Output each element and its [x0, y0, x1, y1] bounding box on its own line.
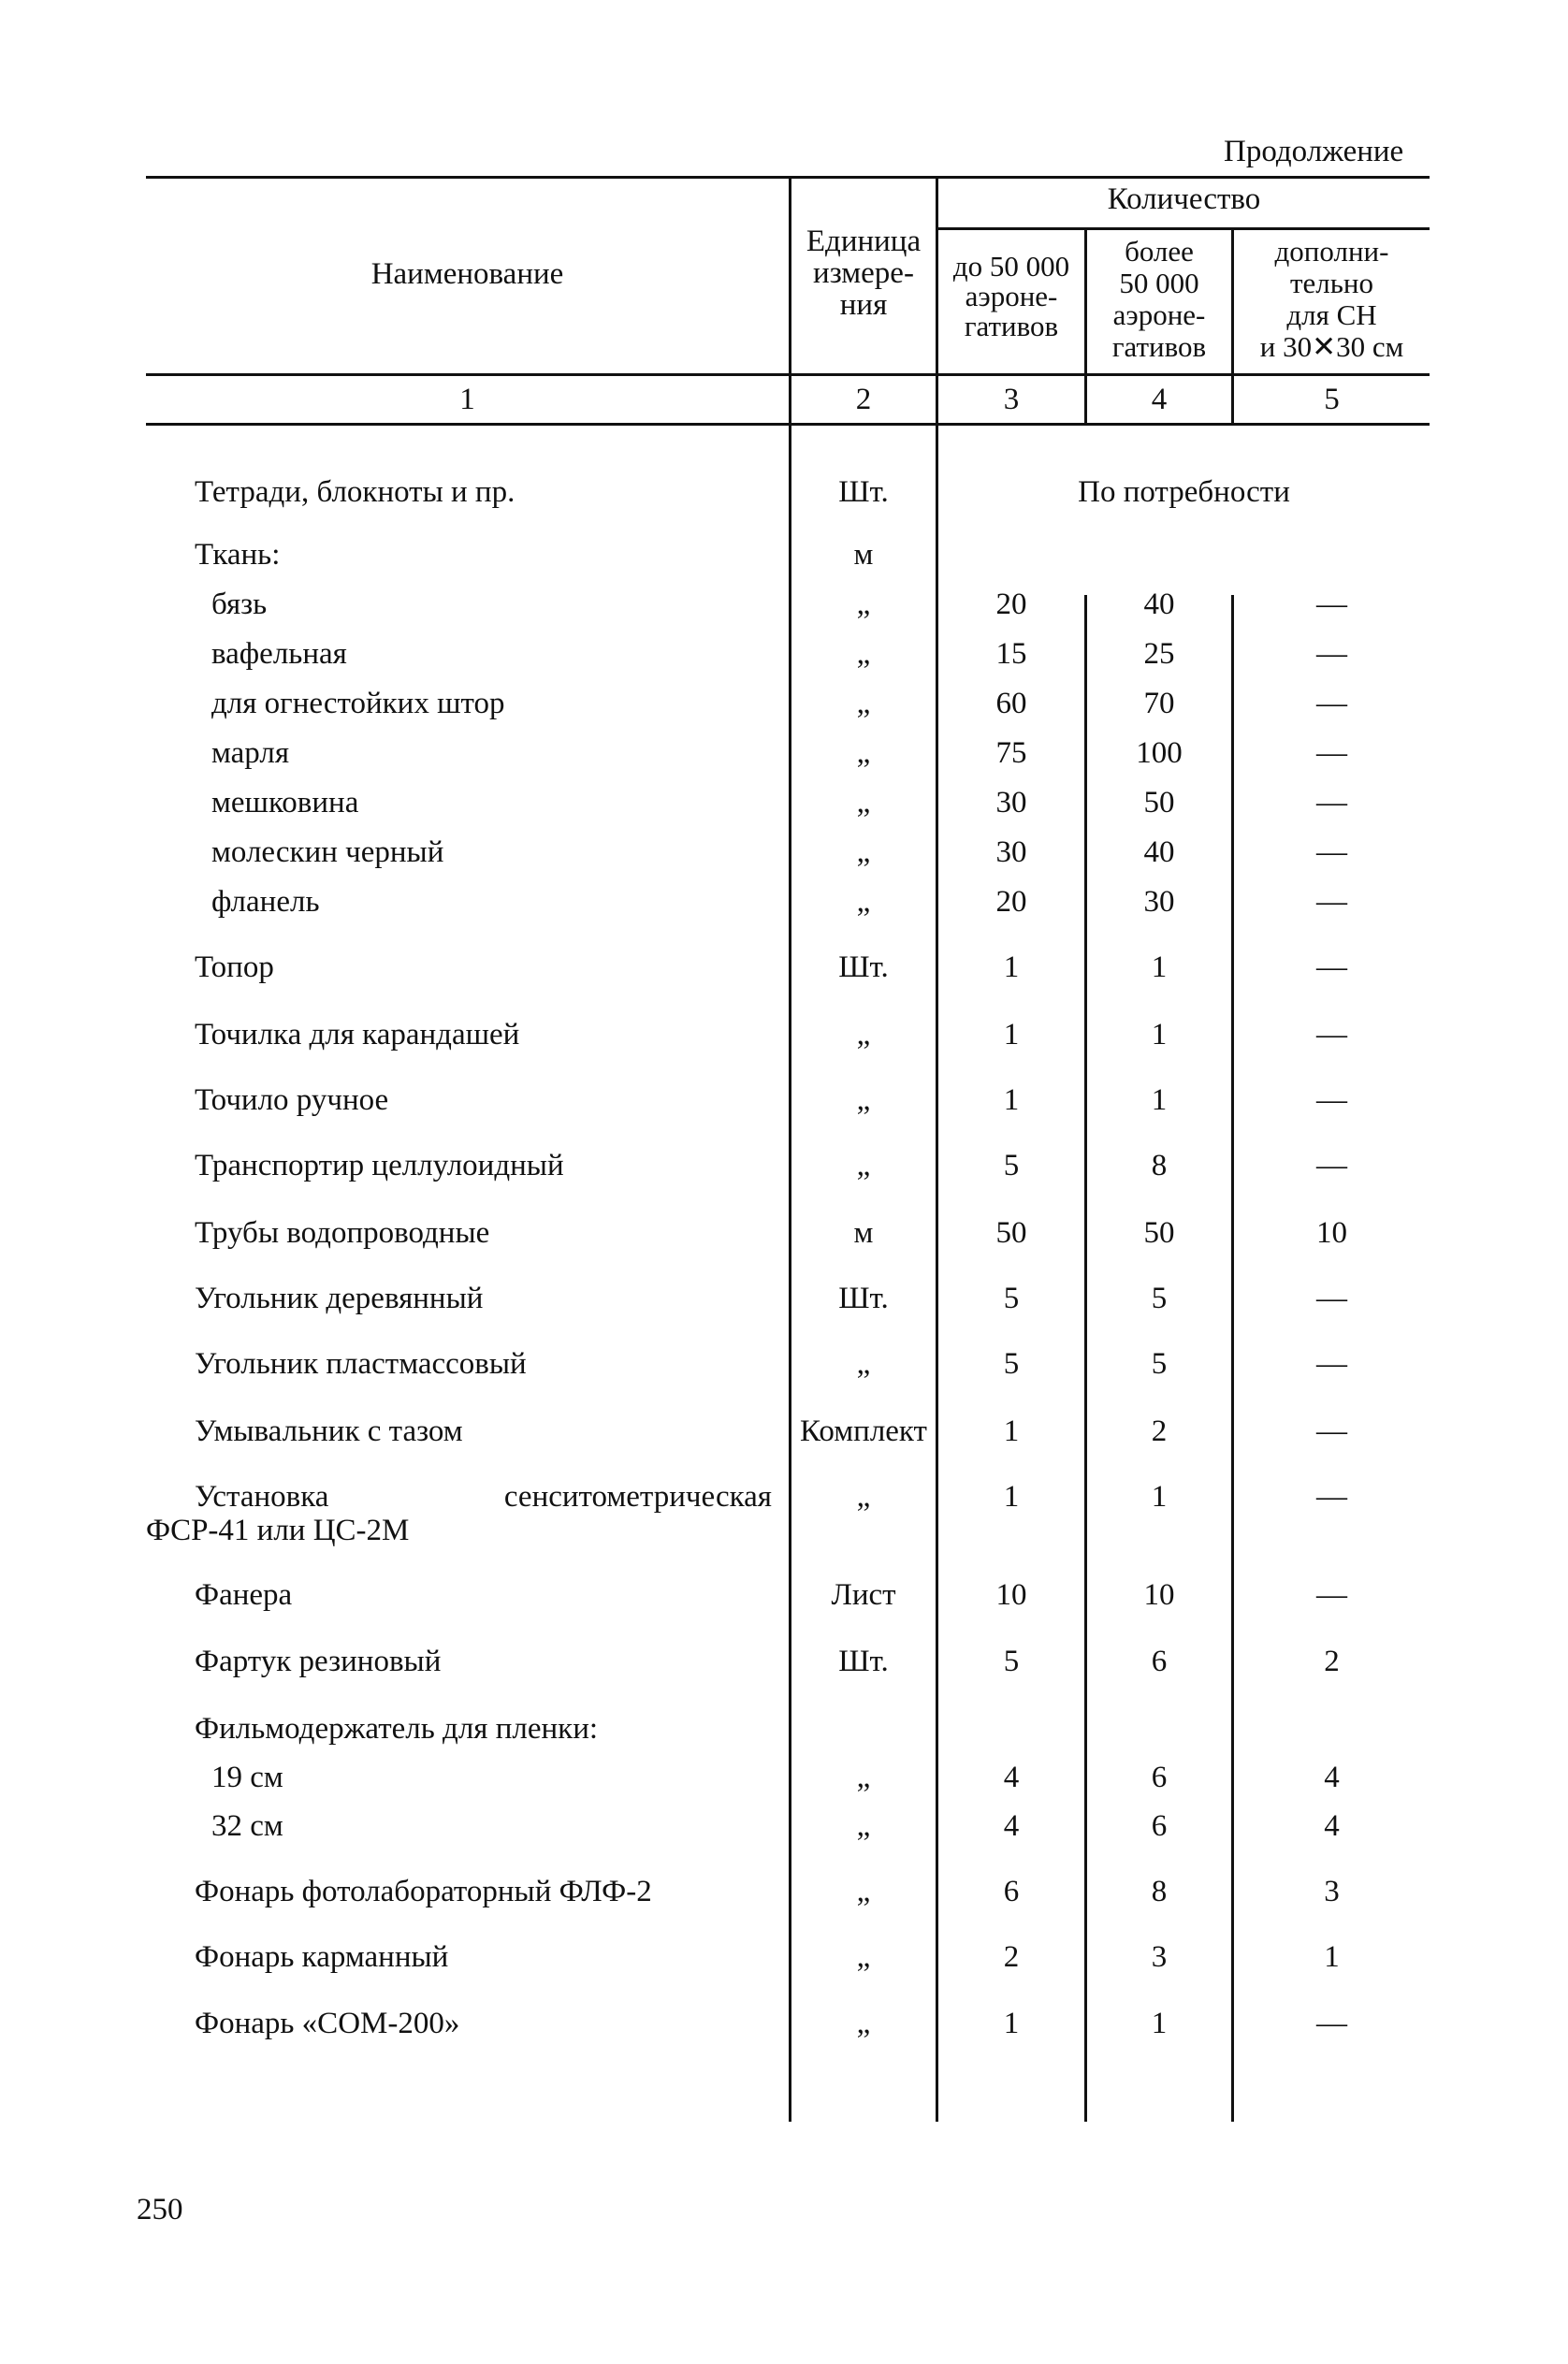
row-unit: Комплект — [800, 1414, 927, 1448]
row-qty-upto-50000: 4 — [1003, 1761, 1020, 1794]
row-qty-additional: — — [1316, 835, 1347, 869]
row-unit: Шт. — [838, 475, 889, 509]
row-qty-upto-50000: 6 — [1003, 1875, 1020, 1908]
row-qty-additional: — — [1316, 885, 1347, 919]
row-qty-additional: 3 — [1324, 1875, 1340, 1908]
column-number-4: 4 — [1151, 383, 1168, 416]
page-number: 250 — [137, 2193, 183, 2226]
header-q3: дополни- тельно для СН и 30✕30 см — [1259, 235, 1404, 363]
row-qty-over-50000: 50 — [1143, 1216, 1175, 1250]
row-unit: м — [853, 1216, 874, 1250]
row-unit: Шт. — [838, 1645, 889, 1678]
row-qty-additional: — — [1316, 1347, 1347, 1381]
row-unit: Шт. — [838, 1282, 889, 1315]
row-name: Угольник деревянный — [195, 1282, 484, 1315]
row-qty-over-50000: 1 — [1151, 1018, 1168, 1051]
row-name: 19 см — [211, 1761, 283, 1794]
row-name: Фонарь карманный — [195, 1940, 449, 1974]
row-name-continuation: ФСР-41 или ЦС-2М — [146, 1514, 410, 1547]
row-qty-over-50000: 1 — [1151, 950, 1168, 984]
row-qty-additional: — — [1316, 1018, 1347, 1051]
row-qty-over-50000: 100 — [1136, 736, 1183, 770]
row-name: Ткань: — [195, 538, 281, 572]
row-qty-upto-50000: 5 — [1003, 1149, 1020, 1182]
header-unit: Единица измере- ния — [806, 225, 922, 322]
row-qty-upto-50000: 1 — [1003, 1414, 1020, 1448]
row-qty-additional: — — [1316, 1480, 1347, 1514]
header-q1: до 50 000 аэроне- гативов — [952, 250, 1070, 342]
row-unit: „ — [856, 1875, 871, 1908]
row-qty-upto-50000: 1 — [1003, 1018, 1020, 1051]
row-unit: „ — [856, 1940, 871, 1974]
row-name: Фартук резиновый — [195, 1645, 442, 1678]
row-qty-over-50000: 40 — [1143, 835, 1175, 869]
row-qty-additional: — — [1316, 736, 1347, 770]
row-qty-additional: — — [1316, 1282, 1347, 1315]
row-unit: „ — [856, 1083, 871, 1117]
row-qty-upto-50000: 2 — [1003, 1940, 1020, 1974]
row-qty-over-50000: 1 — [1151, 2007, 1168, 2040]
row-name: мешковина — [211, 786, 359, 819]
row-qty-upto-50000: 15 — [995, 637, 1027, 671]
column-number-1: 1 — [459, 383, 475, 416]
row-unit: „ — [856, 786, 871, 819]
row-qty-over-50000: 6 — [1151, 1809, 1168, 1843]
row-qty-over-50000: 40 — [1143, 587, 1175, 621]
row-name: Фонарь фотолабораторный ФЛФ-2 — [195, 1875, 652, 1908]
column-number-2: 2 — [855, 383, 872, 416]
row-name: Фильмодержатель для пленки: — [195, 1712, 599, 1746]
row-unit: „ — [856, 637, 871, 671]
quantity-group-rule — [937, 227, 1430, 230]
row-name: Угольник пластмассовый — [195, 1347, 527, 1381]
row-qty-over-50000: 5 — [1151, 1282, 1168, 1315]
row-qty-upto-50000: 30 — [995, 835, 1027, 869]
row-name: молескин черный — [211, 835, 444, 869]
column-number-3: 3 — [1003, 383, 1020, 416]
row-qty-upto-50000: 30 — [995, 786, 1027, 819]
row-unit: „ — [856, 1480, 871, 1514]
row-qty-over-50000: 1 — [1151, 1083, 1168, 1117]
row-name: Топор — [195, 950, 274, 984]
row-unit: „ — [856, 885, 871, 919]
row-name: Фонарь «СОМ-200» — [195, 2007, 460, 2040]
header-name: Наименование — [370, 257, 564, 291]
row-qty-additional: — — [1316, 2007, 1347, 2040]
row-unit: „ — [856, 2007, 871, 2040]
row-qty-over-50000: 25 — [1143, 637, 1175, 671]
row-qty-additional: 4 — [1324, 1761, 1340, 1794]
row-name: 32 см — [211, 1809, 283, 1843]
continuation-label: Продолжение — [1224, 135, 1404, 168]
row-qty-upto-50000: 1 — [1003, 1480, 1020, 1514]
row-qty-upto-50000: 5 — [1003, 1645, 1020, 1678]
row-span-note: По потребности — [1078, 475, 1290, 509]
row-name: Точилка для карандашей — [195, 1018, 520, 1051]
row-qty-additional: 2 — [1324, 1645, 1340, 1678]
row-name: марля — [211, 736, 290, 770]
row-qty-over-50000: 6 — [1151, 1645, 1168, 1678]
row-qty-upto-50000: 4 — [1003, 1809, 1020, 1843]
row-qty-additional: — — [1316, 1578, 1347, 1612]
column-number-5: 5 — [1324, 383, 1340, 416]
row-name: фланель — [211, 885, 320, 919]
row-unit: „ — [856, 835, 871, 869]
row-qty-additional: — — [1316, 786, 1347, 819]
row-name: бязь — [211, 587, 268, 621]
row-unit: „ — [856, 1761, 871, 1794]
header-quantity: Количество — [1107, 182, 1261, 216]
row-qty-over-50000: 2 — [1151, 1414, 1168, 1448]
row-qty-over-50000: 50 — [1143, 786, 1175, 819]
row-name: Умывальник с тазом — [195, 1414, 463, 1448]
row-qty-additional: — — [1316, 1083, 1347, 1117]
row-qty-over-50000: 30 — [1143, 885, 1175, 919]
row-qty-upto-50000: 1 — [1003, 1083, 1020, 1117]
row-name: Фанера — [195, 1578, 293, 1612]
row-qty-additional: 1 — [1324, 1940, 1340, 1974]
row-qty-additional: — — [1316, 950, 1347, 984]
row-unit: „ — [856, 1809, 871, 1843]
row-qty-additional: 10 — [1316, 1216, 1347, 1250]
row-qty-upto-50000: 1 — [1003, 2007, 1020, 2040]
row-unit: „ — [856, 587, 871, 621]
row-qty-over-50000: 8 — [1151, 1149, 1168, 1182]
row-qty-upto-50000: 1 — [1003, 950, 1020, 984]
row-qty-upto-50000: 5 — [1003, 1282, 1020, 1315]
row-unit: Шт. — [838, 950, 889, 984]
row-qty-upto-50000: 50 — [995, 1216, 1027, 1250]
row-unit: м — [853, 538, 874, 572]
row-name: для огнестойких штор — [211, 687, 505, 720]
row-unit: „ — [856, 1347, 871, 1381]
row-qty-over-50000: 70 — [1143, 687, 1175, 720]
column-numbers-rule — [146, 423, 1430, 426]
row-qty-upto-50000: 60 — [995, 687, 1027, 720]
row-name: Установка сенситометрическая — [195, 1480, 772, 1514]
row-qty-upto-50000: 10 — [995, 1578, 1027, 1612]
row-qty-over-50000: 8 — [1151, 1875, 1168, 1908]
row-qty-over-50000: 6 — [1151, 1761, 1168, 1794]
row-qty-over-50000: 5 — [1151, 1347, 1168, 1381]
header-q2: более 50 000 аэроне- гативов — [1111, 235, 1207, 363]
row-qty-additional: — — [1316, 1149, 1347, 1182]
row-name: Трубы водопроводные — [195, 1216, 490, 1250]
row-name: вафельная — [211, 637, 347, 671]
row-unit: „ — [856, 1018, 871, 1051]
table-top-rule — [146, 176, 1430, 179]
row-name: Транспортир целлулоидный — [195, 1149, 564, 1182]
row-qty-upto-50000: 75 — [995, 736, 1027, 770]
row-qty-additional: — — [1316, 637, 1347, 671]
row-unit: „ — [856, 1149, 871, 1182]
row-qty-upto-50000: 20 — [995, 885, 1027, 919]
row-unit: Лист — [831, 1578, 896, 1612]
row-name: Тетради, блокноты и пр. — [195, 475, 515, 509]
row-qty-additional: — — [1316, 1414, 1347, 1448]
row-unit: „ — [856, 736, 871, 770]
row-name: Точило ручное — [195, 1083, 389, 1117]
row-qty-upto-50000: 5 — [1003, 1347, 1020, 1381]
row-qty-over-50000: 1 — [1151, 1480, 1168, 1514]
row-qty-additional: 4 — [1324, 1809, 1340, 1843]
row-unit: „ — [856, 687, 871, 720]
row-qty-additional: — — [1316, 587, 1347, 621]
row-qty-additional: — — [1316, 687, 1347, 720]
row-qty-upto-50000: 20 — [995, 587, 1027, 621]
header-bottom-rule — [146, 373, 1430, 376]
row-qty-over-50000: 10 — [1143, 1578, 1175, 1612]
row-qty-over-50000: 3 — [1151, 1940, 1168, 1974]
